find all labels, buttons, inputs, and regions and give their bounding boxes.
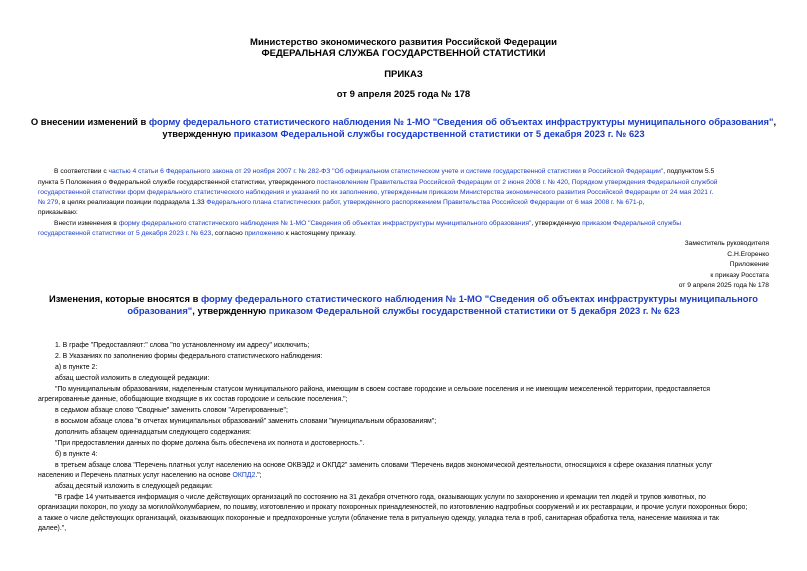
preamble-line1 [54, 168, 714, 175]
doc-date-number: от 9 апреля 2025 года № 178 [336, 89, 471, 100]
appendix-date-number: от 9 апреля 2025 года № 178 [678, 282, 769, 289]
link-order-279[interactable]: № 279 [38, 199, 59, 206]
change-2b-third-l1: в третьем абзаце слова "Перечень платных услуг населению на основе ОКВЭД2 и ОКПД2" заменить словами "Перечень видов экономической деятельности, относящихся к сфере оказания платных услуг [55, 462, 713, 469]
preamble-line4 [38, 199, 644, 206]
link-rosstat-order-cont[interactable]: государственной статистики от 5 декабря 2023 г. № 623 [38, 230, 212, 237]
text: Изменения, которые вносятся в [49, 293, 201, 304]
preamble-line3 [38, 189, 713, 196]
title-link-form[interactable]: форму федерального статистического наблюдения № 1-МО "Сведения об объектах инфраструктуры муниципального образования" [148, 116, 774, 127]
title-text: утвержденную [162, 128, 234, 139]
change-2: 2. В Указаниях по заполнению формы федерального статистического наблюдения: [55, 353, 323, 360]
changes-title-link-form[interactable]: форму федерального статистического наблюдения № 1-МО "Сведения об объектах инфраструктуры муниципального [200, 293, 758, 304]
text: В соответствии с [54, 168, 109, 175]
change-2b-third-l2 [38, 472, 262, 479]
title-link-order[interactable]: приказом Федеральной службы государственной статистики от 5 декабря 2023 г. № 623 [233, 128, 645, 139]
link-statistical-plan[interactable]: Федерального плана статистических работ, утвержденного распоряжением Правительства Российской Федерации от 6 мая 2008 г. № 671-р [206, 199, 643, 206]
doc-title-line2 [0, 128, 807, 139]
text: , утвержденную [192, 305, 269, 316]
text: , согласно [211, 230, 245, 237]
text: , подпунктом 5.5 [663, 168, 715, 175]
change-2a-quote-l1: "По муниципальным образованиям, наделенным статусом муниципального района, имеющим в своем составе городские и сельские поселения и не имеющим межселенной территории, предоставляется [55, 386, 710, 393]
text: , [568, 179, 572, 186]
change-2b-tenth: абзац десятый изложить в следующей редакции: [55, 483, 213, 490]
change-2a-eighth: в восьмом абзаце слова "в отчетах муниципальных образований" заменить словами "муниципальным образованиям"; [55, 418, 437, 425]
link-rosstat-order[interactable]: приказом Федеральной службы [582, 220, 682, 227]
text: ."; [255, 472, 262, 479]
changes-title-link-form-cont[interactable]: образования" [127, 305, 193, 316]
change-2a-add-quote: "При предоставлении данных по форме должна быть обеспечена их полнота и достоверность.". [55, 440, 365, 447]
doc-type: ПРИКАЗ [384, 69, 423, 80]
change-2a: а) в пункте 2: [55, 364, 98, 371]
link-approval-procedure[interactable]: Порядком утверждения Федеральной службой [571, 179, 718, 186]
appendix-label: Приложение [729, 261, 769, 268]
change-2b-quote-l3: а также о числе действующих организаций, оказывающих похоронные и предпохоронные услуги (облачение тела в ритуальную одежду, укладка тела в гроб, санитарная обработка тела, нанесение макияжа и так [38, 515, 719, 522]
change-1: 1. В графе "Предоставляют:" слова "по установленному им адресу" исключить; [55, 342, 310, 349]
preamble-line2 [38, 179, 718, 186]
change-2b-quote-l2: организации похорон, по уходу за могилой/колумбарием, по пошиву, изготовлению и прокату похоронных принадлежностей, по изготовлению надгробных сооружений и их реставрации, и прочие услуги похоронных бюро; [38, 504, 748, 511]
signature-position: Заместитель руководителя [684, 240, 769, 247]
title-text: , [773, 116, 777, 127]
text: к настоящему приказу. [283, 230, 356, 237]
changes-title-link-order[interactable]: приказом Федеральной службы государственной статистики от 5 декабря 2023 г. № 623 [268, 305, 680, 316]
text: , в целях реализации позиции подраздела 1.33 [58, 199, 207, 206]
change-2b-quote-l1: "В графе 14 учитывается информация о числе действующих организаций по состоянию на 31 декабря отчетного года, оказывающих услуги по захоронению и кремации тел людей и трупов животных, по [55, 494, 706, 501]
text: , утвержденную [531, 220, 583, 227]
link-approval-procedure-cont[interactable]: государственной статистики форм федерального статистического наблюдения и указаний по их заполнению, утвержденным приказом Министерства экономического развития Российской Федерации от 24 мая 2021 г. [38, 189, 714, 196]
changes-title-line1 [0, 293, 807, 304]
change-2a-intro: абзац шестой изложить в следующей редакции: [55, 375, 210, 382]
text: пункта 5 Положения о Федеральной службе государственной статистики, утвержденного [38, 179, 317, 186]
changes-title-line2 [0, 305, 807, 316]
link-federal-law[interactable]: частью 4 статьи 6 Федерального закона от 29 ноября 2007 г. № 282-ФЗ "Об официальном статистическом учете и системе государственной статистики в Российской Федерации" [108, 168, 664, 175]
change-2a-seventh: в седьмом абзаце слово "Сводные" заменить словом "Агрегированные"; [55, 407, 288, 414]
order-item-line2 [38, 230, 356, 237]
change-2a-quote-l2: агрегированные данные, обобщающие входящие в их состав городские и сельские поселения."; [38, 396, 348, 403]
link-okpd2[interactable]: ОКПД2 [232, 472, 256, 479]
link-appendix[interactable]: приложению [244, 230, 284, 237]
change-2b-quote-l4: далее).", [38, 525, 67, 532]
text: населению и Перечень платных услуг населению на основе [38, 472, 233, 479]
signature-name: С.Н.Егоренко [727, 251, 769, 258]
text: , [642, 199, 645, 206]
doc-title-line1 [0, 116, 807, 127]
order-item-line1 [54, 220, 681, 227]
ministry-name: Министерство экономического развития Российской Федерации [250, 37, 557, 48]
service-name: ФЕДЕРАЛЬНАЯ СЛУЖБА ГОСУДАРСТВЕННОЙ СТАТИСТИКИ [261, 48, 546, 59]
appendix-to-order: к приказу Росстата [710, 272, 769, 279]
change-2b: б) в пункте 4: [55, 451, 98, 458]
text: Внести изменения в [54, 220, 119, 227]
change-2a-add: дополнить абзацем одиннадцатым следующего содержания: [55, 429, 251, 436]
title-text: О внесении изменений в [30, 116, 149, 127]
preamble-line5: приказываю: [38, 209, 78, 216]
link-form-1mo[interactable]: форму федерального статистического наблюдения № 1-МО "Сведения об объектах инфраструктуры муниципального образования" [118, 220, 532, 227]
link-government-decree[interactable]: постановлением Правительства Российской Федерации от 2 июня 2008 г. № 420 [316, 179, 569, 186]
